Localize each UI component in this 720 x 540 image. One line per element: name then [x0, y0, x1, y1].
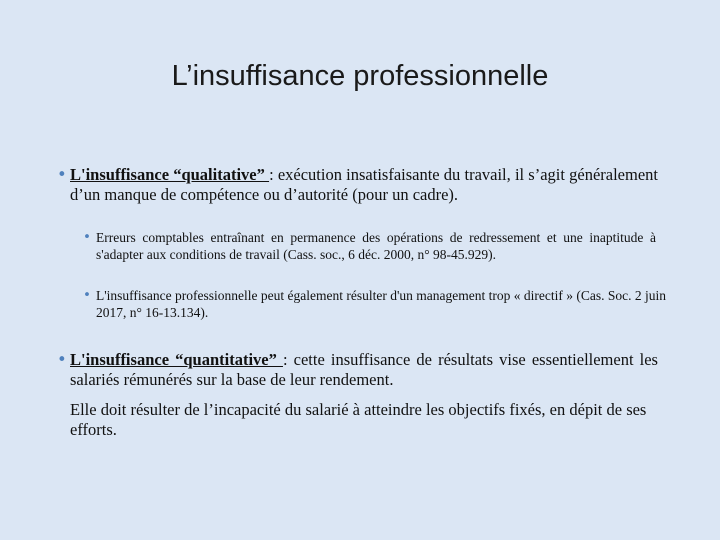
- bullet-dot-icon: •: [83, 229, 91, 245]
- bullet-qualitative: [57, 165, 658, 205]
- bullet-term: L'insuffisance “qualitative”: [70, 165, 270, 184]
- paragraph-objectifs: Elle doit résulter de l’incapacité du salarié à atteindre les objectifs fixés, en dépit de ses efforts.: [70, 400, 647, 439]
- sub-bullet-management: [83, 287, 666, 321]
- bullet-text: : cette insuffisance de résultats vise essentiellement les salariés rémunérés sur la base de leur rendement.: [70, 350, 658, 389]
- sub-bullet-comptables: [83, 229, 656, 263]
- sub-bullet-text: L'insuffisance professionnelle peut également résulter d'un management trop « directif » (Cas. Soc. 2 juin 2017, n° 16-13.134).: [96, 288, 666, 320]
- bullet-text: : exécution insatisfaisante du travail, il s’agit généralement d’un manque de compétence ou d’autorité (pour un cadre).: [70, 165, 658, 204]
- bullet-quantitative: [57, 350, 658, 390]
- bullet-dot-icon: •: [57, 350, 67, 369]
- bullet-dot-icon: •: [57, 165, 67, 184]
- bullet-dot-icon: •: [83, 287, 91, 303]
- sub-bullet-text: Erreurs comptables entraînant en permanence des opérations de redressement et une inaptitude à s'adapter aux conditions de travail (Cass. soc., 6 déc. 2000, n° 98-45.929).: [96, 230, 656, 262]
- slide-title: L’insuffisance professionnelle: [171, 60, 549, 92]
- bullet-term: L'insuffisance “quantitative”: [70, 350, 283, 369]
